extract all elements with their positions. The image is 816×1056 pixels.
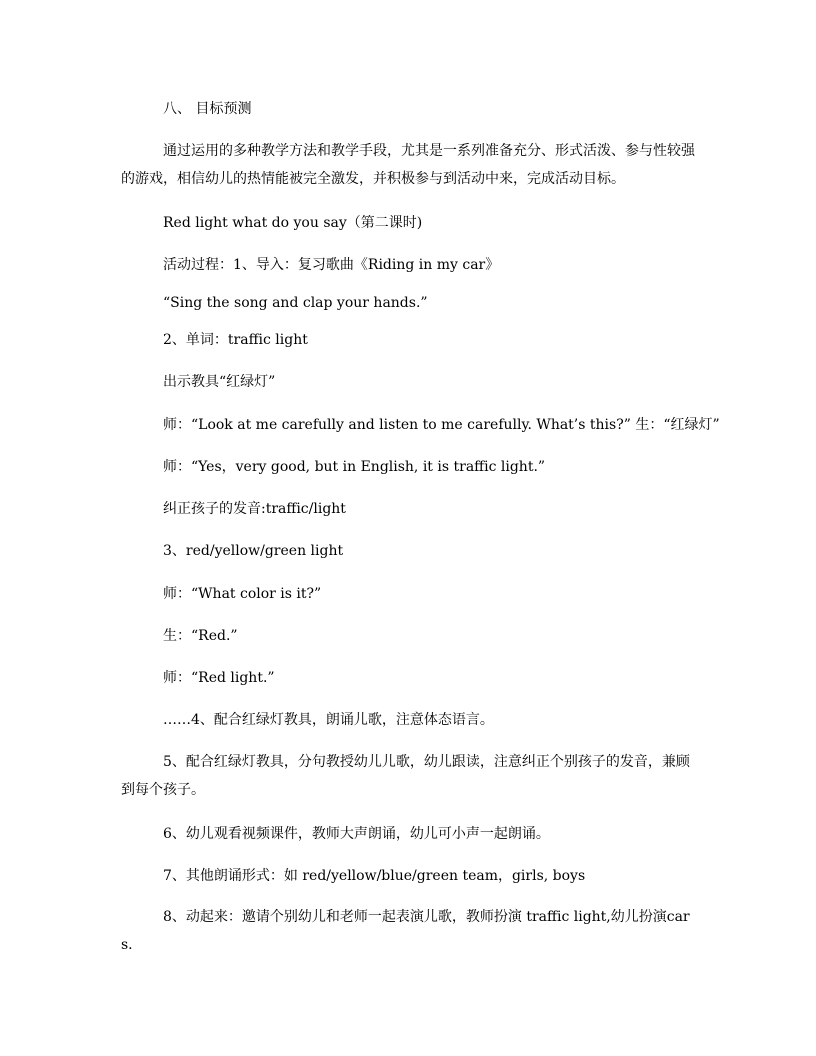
step-6-line: 6、幼儿观看视频课件，教师大声朗诵，幼儿可小声一起朗诵。 bbox=[163, 826, 550, 842]
lesson-title: Red light what do you say（第二课时) bbox=[163, 215, 423, 231]
step-4-line: ……4、配合红绿灯教具，朗诵儿歌，注意体态语言。 bbox=[163, 712, 494, 728]
dialog-line-1: 师：“Look at me carefully and listen to me carefully. What’s this?” 生：“红绿灯” bbox=[163, 417, 720, 433]
show-aid-line: 出示教具“红绿灯” bbox=[163, 374, 276, 390]
step-5-paragraph: 5、配合红绿灯教具，分句教授幼儿儿歌，幼儿跟读，注意纠正个别孩子的发音，兼顾到每个孩子。 bbox=[121, 754, 690, 798]
dialog-line-2: 师：“Yes，very good, but in English, it is traffic light.” bbox=[163, 459, 546, 475]
correct-pronunciation-line: 纠正孩子的发音:traffic/light bbox=[163, 501, 346, 517]
sing-song-line: “Sing the song and clap your hands.” bbox=[163, 295, 428, 311]
step-3-line: 3、red/yellow/green light bbox=[163, 543, 344, 559]
answer-red-line: 生：“Red.” bbox=[163, 628, 238, 644]
step-8-paragraph: 8、动起来：邀请个别幼儿和老师一起表演儿歌，教师扮演 traffic light,幼儿扮演cars. bbox=[121, 909, 690, 953]
process-intro: 活动过程：1、导入：复习歌曲《Riding in my car》 bbox=[163, 257, 500, 273]
question-color-line: 师：“What color is it?” bbox=[163, 586, 322, 602]
step-7-line: 7、其他朗诵形式：如 red/yellow/blue/green team，girls, boys bbox=[163, 868, 586, 884]
step-2-line: 2、单词：traffic light bbox=[163, 332, 308, 348]
teacher-red-light-line: 师：“Red light.” bbox=[163, 670, 275, 686]
goal-paragraph: 通过运用的多种教学方法和教学手段，尤其是一系列准备充分、形式活泼、参与性较强的游戏，相信幼儿的热情能被完全激发，并积极参与到活动中来，完成活动目标。 bbox=[121, 143, 695, 187]
section-heading: 八、 目标预测 bbox=[163, 101, 252, 117]
